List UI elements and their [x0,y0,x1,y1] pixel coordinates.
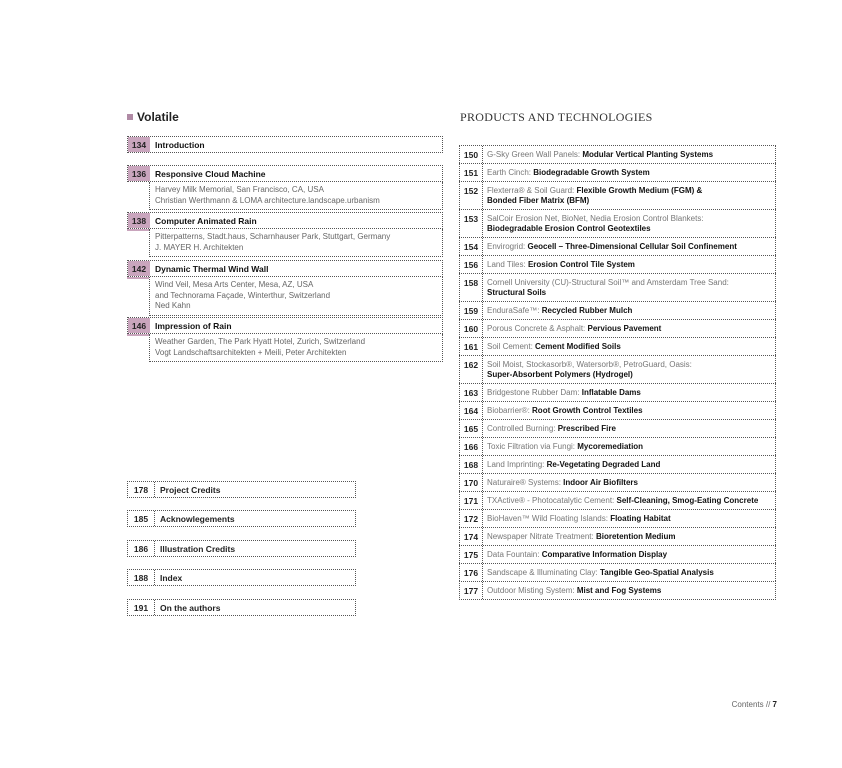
toc-title: Responsive Cloud Machine [155,168,266,179]
product-entry-153[interactable] [459,209,776,237]
toc-entry-146[interactable] [127,317,443,334]
product-entry-156[interactable] [459,255,776,273]
product-technology: Mycoremediation [577,442,644,451]
product-source: Data Fountain: [487,550,540,559]
section-title-text: Volatile [137,110,179,124]
product-description [483,164,655,181]
product-technology-line2: Biodegradable Erosion Control Geotextiles [487,224,651,233]
product-source: Biobarrier®: [487,406,530,415]
product-entry-168[interactable] [459,455,776,473]
credits-entry-185[interactable] [127,510,356,527]
product-page-number: 161 [460,338,483,355]
product-page-number: 160 [460,320,483,337]
toc-page-number: 138 [128,213,150,228]
product-entry-158[interactable] [459,273,776,301]
footer-page-number: 7 [772,700,777,709]
detail-line: Christian Werthmann & LOMA architecture.landscape.urbanism [155,195,380,205]
product-description [483,356,697,383]
product-entry-151[interactable] [459,163,776,181]
toc-entry-details [149,277,443,316]
product-source: EnduraSafe™: [487,306,540,315]
product-page-number: 158 [460,274,483,301]
toc-entry-134[interactable] [127,136,443,153]
product-technology: Inflatable Dams [581,388,641,397]
product-technology: Root Growth Control Textiles [532,406,643,415]
detail-line: Weather Garden, The Park Hyatt Hotel, Zurich, Switzerland [155,337,366,346]
product-technology: Recycled Rubber Mulch [541,306,633,315]
product-technology: Pervious Pavement [587,324,662,333]
toc-page-number: 142 [128,261,150,276]
footer-label: Contents // [731,700,771,709]
product-description [483,492,763,509]
product-description [483,146,718,163]
detail-line: Vogt Landschaftsarchitekten + Meili, Peter Architekten [155,347,347,357]
product-entry-160[interactable] [459,319,776,337]
product-description [483,320,666,337]
product-entry-171[interactable] [459,491,776,509]
detail-line: Pitterpatterns, Stadt.haus, Scharnhauser Park, Stuttgart, Germany [155,232,391,241]
product-technology: Geocell – Three-Dimensional Cellular Soil Confinement [527,242,737,251]
toc-page-number: 146 [128,318,150,333]
product-entry-177[interactable] [459,581,776,600]
product-page-number: 151 [460,164,483,181]
product-description [483,528,681,545]
credits-page-number: 178 [128,482,155,497]
detail-line: and Technorama Façade, Winterthur, Switzerland [155,290,331,300]
product-page-number: 150 [460,146,483,163]
detail-line: Wind Veil, Mesa Arts Center, Mesa, AZ, USA [155,280,314,289]
product-page-number: 170 [460,474,483,491]
product-description [483,546,672,563]
accent-strip [127,229,149,231]
product-description [483,438,648,455]
product-page-number: 156 [460,256,483,273]
product-page-number: 174 [460,528,483,545]
credits-entry-191[interactable] [127,599,356,616]
credits-title: Illustration Credits [160,543,236,554]
credits-page-number: 185 [128,511,155,526]
product-description [483,238,742,255]
product-description [483,510,676,527]
product-technology: Prescribed Fire [557,424,616,433]
product-source: Land Imprinting: [487,460,545,469]
credits-page-number: 188 [128,570,155,585]
page-footer [732,700,777,709]
product-page-number: 153 [460,210,483,237]
product-source: Earth Cinch: [487,168,532,177]
product-description [483,402,648,419]
product-entry-152[interactable] [459,181,776,209]
product-page-number: 166 [460,438,483,455]
accent-strip [127,277,149,279]
product-page-number: 164 [460,402,483,419]
product-source: Toxic Filtration via Fungi: [487,442,576,451]
product-source: Cornell University (CU)-Structural Soil™ and Amsterdam Tree Sand: [487,278,729,287]
product-technology: Bioretention Medium [595,532,676,541]
product-source: TXActive® - Photocatalytic Cement: [487,496,615,505]
product-page-number: 176 [460,564,483,581]
product-page-number: 175 [460,546,483,563]
product-entry-172[interactable] [459,509,776,527]
toc-entry-details [149,182,443,210]
product-source: SalCoir Erosion Net, BioNet, Nedia Erosion Control Blankets: [487,214,704,223]
accent-strip [127,334,149,336]
product-source: Flexterra® & Soil Guard: [487,186,575,195]
product-technology: Mist and Fog Systems [576,586,662,595]
product-description [483,564,719,581]
product-page-number: 177 [460,582,483,599]
product-description [483,338,626,355]
product-entry-164[interactable] [459,401,776,419]
product-technology-line2: Bonded Fiber Matrix (BFM) [487,196,590,205]
product-entry-166[interactable] [459,437,776,455]
product-entry-175[interactable] [459,545,776,563]
product-technology: Cement Modified Soils [535,342,621,351]
product-page-number: 171 [460,492,483,509]
credits-title: Index [160,572,183,583]
toc-entry-136[interactable] [127,165,443,182]
product-description [483,456,665,473]
credits-entry-188[interactable] [127,569,356,586]
product-source: Sandscape & Illuminating Clay: [487,568,598,577]
product-page-number: 172 [460,510,483,527]
toc-page-number: 136 [128,166,150,181]
product-source: BioHaven™ Wild Floating Islands: [487,514,608,523]
product-technology: Tangible Geo-Spatial Analysis [599,568,714,577]
product-description [483,256,640,273]
section-title-volatile [127,110,179,124]
product-entry-162[interactable] [459,355,776,383]
toc-entry-details [149,229,443,257]
product-technology: Indoor Air Biofilters [563,478,638,487]
product-entry-163[interactable] [459,383,776,401]
product-description [483,182,707,209]
product-page-number: 152 [460,182,483,209]
product-description [483,302,637,319]
product-description [483,474,643,491]
product-source: Controlled Burning: [487,424,556,433]
product-entry-176[interactable] [459,563,776,581]
product-page-number: 159 [460,302,483,319]
product-technology: Modular Vertical Planting Systems [582,150,714,159]
product-entry-174[interactable] [459,527,776,545]
product-description [483,582,666,599]
product-source: Bridgestone Rubber Dam: [487,388,580,397]
toc-page-number: 134 [128,137,150,152]
product-page-number: 162 [460,356,483,383]
product-entry-161[interactable] [459,337,776,355]
product-page-number: 168 [460,456,483,473]
product-entry-165[interactable] [459,419,776,437]
detail-line: Harvey Milk Memorial, San Francisco, CA, USA [155,185,324,194]
product-source: Outdoor Misting System: [487,586,575,595]
product-technology-line2: Structural Soils [487,288,547,297]
product-entry-159[interactable] [459,301,776,319]
product-technology: Self-Cleaning, Smog-Eating Concrete [616,496,759,505]
products-table [459,145,776,600]
product-technology: Biodegradable Growth System [533,168,650,177]
product-source: Land Tiles: [487,260,526,269]
product-description [483,420,621,437]
product-source: Naturaire® Systems: [487,478,561,487]
toc-entry-138[interactable] [127,212,443,229]
toc-title: Impression of Rain [155,320,232,331]
product-source: Soil Cement: [487,342,533,351]
credits-entry-186[interactable] [127,540,356,557]
product-source: Envirogrid: [487,242,526,251]
toc-title: Introduction [155,139,205,150]
toc-title: Computer Animated Rain [155,215,257,226]
product-page-number: 165 [460,420,483,437]
credits-title: On the authors [160,602,221,613]
product-page-number: 163 [460,384,483,401]
product-entry-150[interactable] [459,145,776,163]
toc-entry-details [149,334,443,362]
product-technology: Erosion Control Tile System [527,260,635,269]
product-description [483,274,734,301]
credits-entry-178[interactable] [127,481,356,498]
product-technology: Floating Habitat [610,514,671,523]
product-technology: Re-Vegetating Degraded Land [546,460,661,469]
product-entry-154[interactable] [459,237,776,255]
product-description [483,210,709,237]
product-description [483,384,646,401]
credits-title: Project Credits [160,484,221,495]
product-source: G-Sky Green Wall Panels: [487,150,581,159]
products-section-title: PRODUCTS AND TECHNOLOGIES [460,110,653,124]
section-square-icon [127,114,133,120]
product-entry-170[interactable] [459,473,776,491]
toc-entry-142[interactable] [127,260,443,277]
credits-page-number: 186 [128,541,155,556]
product-technology: Comparative Information Display [541,550,668,559]
detail-line: J. MAYER H. Architekten [155,242,244,252]
product-source: Soil Moist, Stockasorb®, Watersorb®, PetroGuard, Oasis: [487,360,692,369]
credits-title: Acknowlegements [160,513,235,524]
detail-line: Ned Kahn [155,301,191,310]
product-source: Porous Concrete & Asphalt: [487,324,586,333]
product-source: Newspaper Nitrate Treatment: [487,532,594,541]
product-technology: Flexible Growth Medium (FGM) & [576,186,703,195]
product-page-number: 154 [460,238,483,255]
product-technology-line2: Super-Absorbent Polymers (Hydrogel) [487,370,633,379]
credits-page-number: 191 [128,600,155,615]
toc-title: Dynamic Thermal Wind Wall [155,263,269,274]
